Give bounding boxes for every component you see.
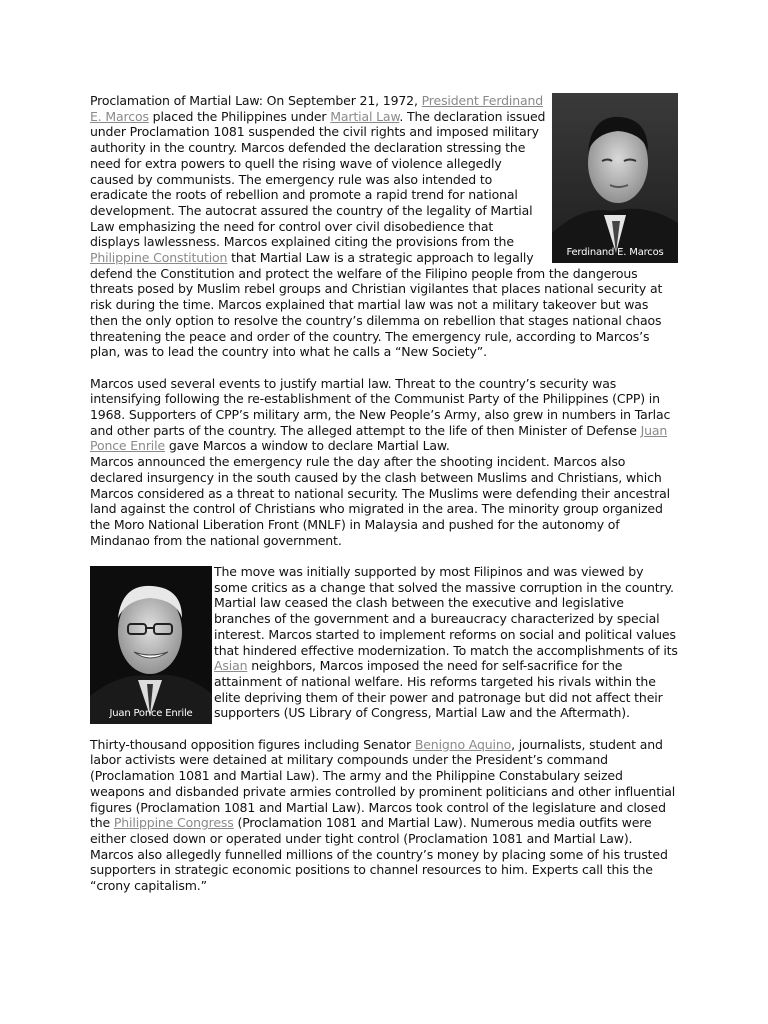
text-run: Marcos announced the emergency rule the day after the shooting incident. Marcos also declared insurgency in the south caused by the clash between Muslims and Christians, which Marcos considered as a threat to national security. The Muslims were defending their ancestral land against the control of Christians who migrated in the area. The minority group organized the Moro National Liberation Front (MNLF) in Malaysia and pushed for the autonomy of Mindanao from the national government. — [90, 454, 670, 548]
link-martial-law[interactable]: Martial Law — [330, 108, 400, 124]
paragraph-emergency-rule — [90, 454, 678, 548]
text-run: (Proclamation 1081 and Martial Law). Numerous media outfits were either closed down or operated under tight control (Proclamation 1081 and Martial Law). Marcos also allegedly funnelled millions of the country’s money by placing some of his trusted supporters in strategic economic positions to channel resources to him. Experts call this the “crony capitalism.” — [90, 815, 668, 894]
text-run: The move was initially supported by most Filipinos and was viewed by some critics as a change that solved the massive corruption in the country. Martial law ceased the clash between the executive and legislative branches of the government and a bureaucracy characterized by special interest. Marcos started to implement reforms on social and political values that hindered effective modernization. To match the accomplishments of its — [214, 564, 678, 658]
link-asian[interactable]: Asian — [214, 658, 248, 674]
enrile-portrait-photo — [90, 566, 212, 724]
link-philippine-constitution[interactable]: Philippine Constitution — [90, 250, 228, 266]
text-run: gave Marcos a window to declare Martial Law. — [165, 438, 450, 454]
link-philippine-congress[interactable]: Philippine Congress — [113, 815, 234, 831]
marcos-portrait-photo — [552, 93, 678, 263]
text-run: . The declaration issued under Proclamation 1081 suspended the civil rights and imposed military authority in the country. Marcos defended the declaration stressing the need for extra powers to quell the rising wave of violence allegedly caused by communists. The emergency rule was also intended to eradicate the roots of rebellion and promote a rapid trend for national development. The autocrat assured the country of the legality of Martial Law emphasizing the need for control over civil disobedience that displays lawlessness. Marcos explained citing the provisions from the — [90, 108, 546, 250]
paragraph-detentions — [90, 737, 678, 894]
article-body — [90, 93, 678, 894]
marcos-photo-caption: Ferdinand E. Marcos — [566, 247, 664, 259]
enrile-photo-caption: Juan Ponce Enrile — [109, 708, 193, 720]
link-juan-ponce-enrile[interactable]: Juan Ponce Enrile — [90, 422, 668, 454]
text-run: Marcos used several events to justify martial law. Threat to the country’s security was intensifying following the re-establishment of the Communist Party of the Philippines (CPP) in 1968. Supporters of CPP’s military arm, the New People’s Army, also grew in numbers in Tarlac and other parts of the country. The alleged attempt to the life of then Minister of Defense — [90, 375, 671, 438]
text-run: neighbors, Marcos imposed the need for self-sacrifice for the attainment of national welfare. His reforms targeted his rivals within the elite depriving them of their power and patronage but did not affect their supporters (US Library of Congress, Martial Law and the Aftermath). — [214, 658, 663, 721]
link-president-marcos[interactable]: President Ferdinand E. Marcos — [90, 93, 544, 124]
text-run: that Martial Law is a strategic approach to legally defend the Constitution and protect the welfare of the Filipino people from the dangerous threats posed by Muslim rebel groups and Christian vigilantes that places national security at risk during the time. Marcos explained that martial law was not a military takeover but was then the only option to resolve the country’s dilemma on rebellion that stages national chaos threatening the peace and order of the country. The emergency rule, according to Marcos’s plan, was to lead the country into what he calls a “New Society”. — [90, 250, 663, 360]
paragraph-justification — [90, 376, 678, 455]
enrile-portrait-image — [90, 566, 212, 724]
text-run: Thirty-thousand opposition figures including Senator — [90, 736, 415, 752]
text-run: , journalists, student and labor activists were detained at military compounds under the President’s command (Proclamation 1081 and Martial Law). The army and the Philippine Constabulary seized weapons and disbanded private armies controlled by prominent politicians and other influential figures (Proclamation 1081 and Martial Law). Marcos took control of the legislature and closed the — [90, 736, 676, 831]
marcos-portrait-image — [552, 93, 678, 263]
paragraph-gap — [90, 548, 678, 564]
paragraph-gap — [90, 360, 678, 376]
text-run: Proclamation of Martial Law: On September 21, 1972, — [90, 93, 422, 108]
link-benigno-aquino[interactable]: Benigno Aquino — [414, 736, 512, 752]
text-run: placed the Philippines under — [148, 108, 331, 124]
